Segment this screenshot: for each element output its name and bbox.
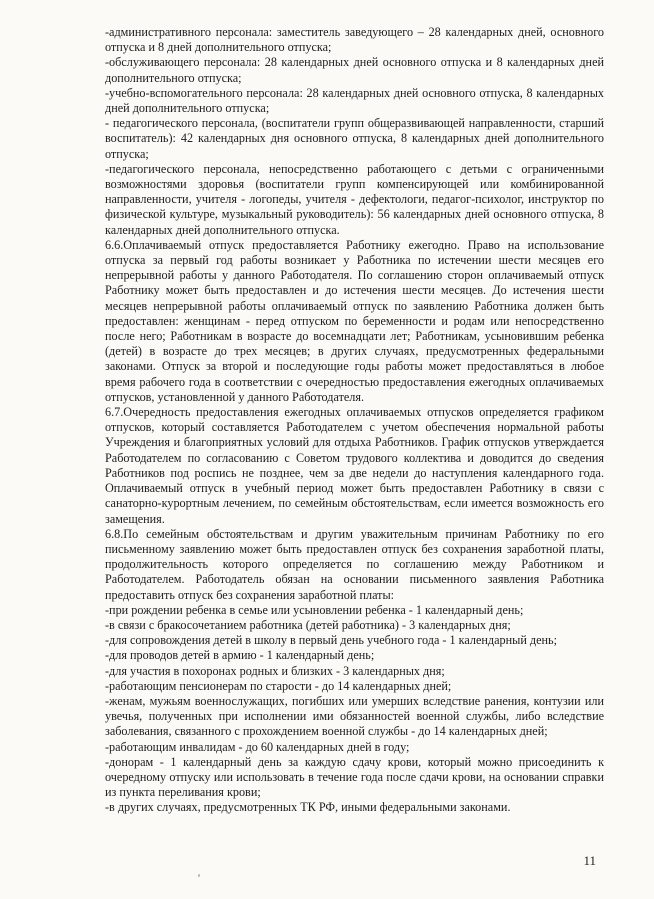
list-item: -работающим инвалидам - до 60 календарных дней в году; <box>105 739 410 754</box>
list-item: -для проводов детей в армию - 1 календарный день; <box>105 648 375 663</box>
paragraph: -обслуживающего персонала: 28 календарных дней основного отпуска и 8 календарных дней дополнительного отпуска; <box>105 55 604 85</box>
section-6-7: 6.7.Очередность предоставления ежегодных оплачиваемых отпусков определяется графиком отпусков, который составляется Работодателем с учетом обеспечения нормальной работы Учреждения и благоприятных условий для отдыха Работников. График отпусков утверждается Работодателем по согласованию с Советом трудового коллектива и доводится до сведения Работников под роспись не позднее, чем за две недели до наступления календарного года. Оплачиваемый отпуск в учебный период может быть предоставлен Работнику в связи с санаторно-курортным лечением, по семейным обстоятельствам, если имеется возможность его замещения. <box>105 405 604 526</box>
paragraph: -административного персонала: заместитель заведующего – 28 календарных дней, основного отпуска и 8 дней дополнительного отпуска; <box>105 25 604 55</box>
section-6-6: 6.6.Оплачиваемый отпуск предоставляется Работнику ежегодно. Право на использование отпуска за первый год работы возникает у Работника по истечении шести месяцев его непрерывной работы у данного Работодателя. По соглашению сторон оплачиваемый отпуск Работнику может быть предоставлен и до истечения шести месяцев. До истечения шести месяцев непрерывной работы оплачиваемый отпуск по заявлению Работника должен быть предоставлен: женщинам - перед отпуском по беременности и родам или непосредственно после него; Работникам в возрасте до восемнадцати лет; Работникам, усыновившим ребенка (детей) в возрасте до трех месяцев; в других случаях, предусмотренных федеральными законами. Отпуск за второй и последующие годы работы может предоставляться в любое время рабочего года в соответствии с очередностью предоставления ежегодных оплачиваемых отпусков, установленной у данного Работодателя. <box>105 237 604 404</box>
scan-speck <box>198 874 200 877</box>
section-6-8: 6.8.По семейным обстоятельствам и другим уважительным причинам Работнику по его письменному заявлению может быть предоставлен отпуск без сохранения заработной платы, продолжительность которого определяется по соглашению между Работником и Работодателем. Работодатель обязан на основании письменного заявления Работника предоставить отпуск без сохранения заработной платы: <box>105 526 604 602</box>
list-item: -донорам - 1 календарный день за каждую сдачу крови, который можно присоединить к очередному отпуску или использовать в течение года после сдачи крови, на основании справки из пункта переливания крови; <box>105 754 604 800</box>
list-item: -работающим пенсионерам по старости - до 14 календарных дней; <box>105 678 452 693</box>
document-body <box>105 25 604 816</box>
paragraph: -учебно-вспомогательного персонала: 28 календарных дней основного отпуска, 8 календарных дней дополнительного отпуска; <box>105 85 604 116</box>
paragraph: -педагогического персонала, непосредственно работающего с детьми с ограниченными возможностями здоровья (воспитатели групп компенсирующей или комбинированной направленности, учителя - логопеды, учителя - дефектологи, педагог-психолог, инструктор по физической культуре, музыкальный руководитель): 56 календарных дней основного отпуска, 8 календарных дней дополнительного отпуска. <box>105 161 604 237</box>
list-item: -в связи с бракосочетанием работника (детей работника) - 3 календарных дня; <box>105 617 511 632</box>
list-item: -при рождении ребенка в семье или усыновлении ребенка - 1 календарный день; <box>105 602 524 617</box>
list-item: -для сопровождения детей в школу в первый день учебного года - 1 календарный день; <box>105 633 557 648</box>
list-item: -женам, мужьям военнослужащих, погибших или умерших вследствие ранения, контузии или увечья, полученных при исполнении ими обязанностей военной службы, либо вследствие заболевания, связанного с прохождением военной службы - до 14 календарных дней; <box>105 693 604 739</box>
list-item: -для участия в похоронах родных и близких - 3 календарных дня; <box>105 663 445 678</box>
paragraph: - педагогического персонала, (воспитатели групп общеразвивающей направленности, старший воспитатель): 42 календарных дня основного отпуска, 8 календарных дней дополнительного отпуска; <box>105 116 604 161</box>
page-number: 11 <box>583 853 596 868</box>
list-item: -в других случаях, предусмотренных ТК РФ, иными федеральными законами. <box>105 800 511 815</box>
